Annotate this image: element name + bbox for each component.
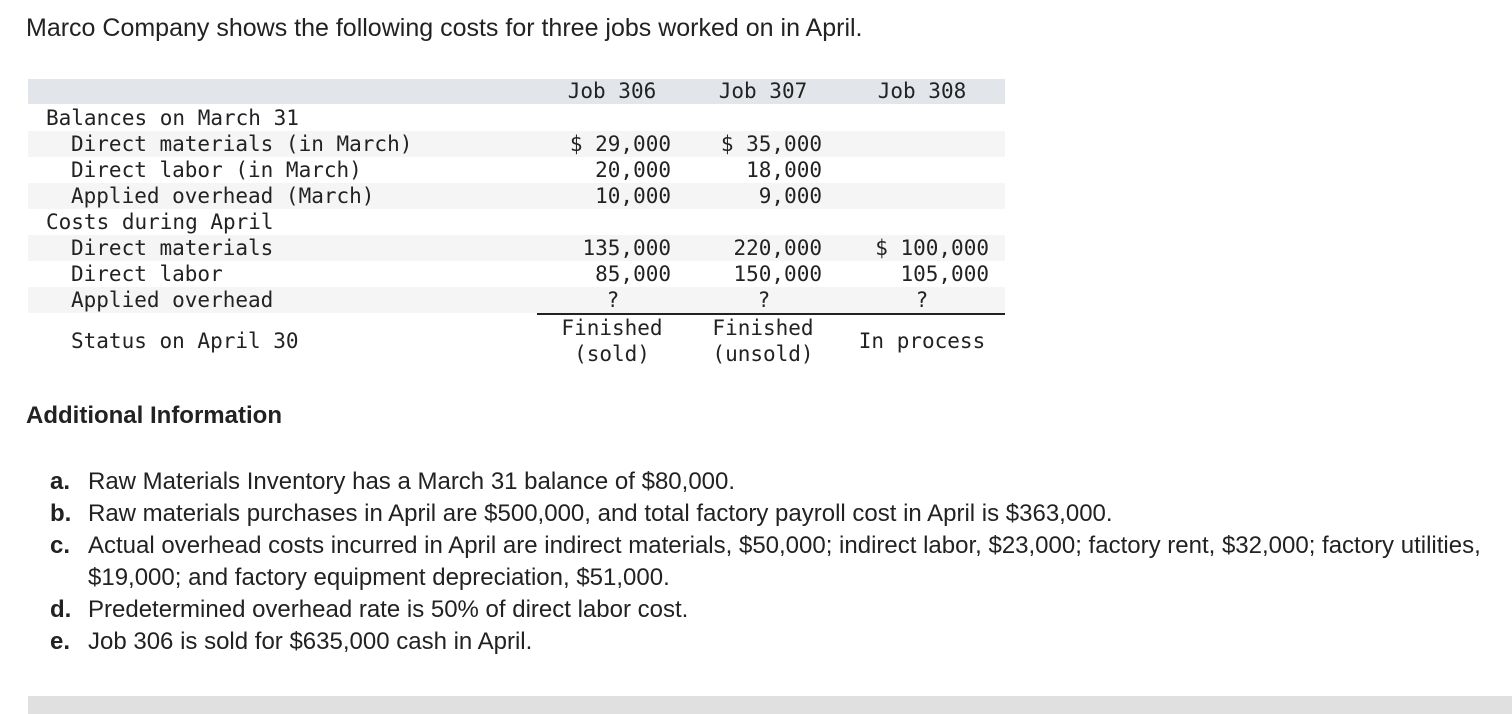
cell-308-dl-april: 105,000 xyxy=(900,262,989,286)
header-job-308: Job 308 xyxy=(877,79,967,103)
item-letter: b. xyxy=(50,500,72,527)
cell-307-dl-march: 18,000 xyxy=(746,158,822,182)
item-text: Actual overhead costs incurred in April are indirect materials, $50,000; indirect labor, $23,000; factory rent, $32,000; factory utilities, $19,000; and factory equipment depreciation, $51,000. xyxy=(88,532,1481,591)
status-label: Status on April 30 xyxy=(71,329,299,353)
item-text: Job 306 is sold for $635,000 cash in April. xyxy=(88,628,533,655)
cell-306-dm-march: $ 29,000 xyxy=(569,132,671,156)
row-label-dm-march: Direct materials (in March) xyxy=(71,132,413,156)
list-item xyxy=(50,498,1490,530)
status-306-line2: (sold) xyxy=(574,342,650,366)
list-item xyxy=(50,466,1490,498)
list-item xyxy=(50,530,1490,594)
costs-heading: Costs during April xyxy=(46,210,274,234)
status-307-line1: Finished xyxy=(712,316,814,340)
cell-307-oh-april: ? xyxy=(757,288,771,312)
list-item xyxy=(50,594,1490,626)
status-308: In process xyxy=(858,329,986,353)
item-text: Raw materials purchases in April are $500,000, and total factory payroll cost in April is $363,000. xyxy=(88,500,1113,527)
cell-308-dm-april: $ 100,000 xyxy=(875,236,989,260)
cell-306-dl-april: 85,000 xyxy=(595,262,671,286)
cell-308-oh-april: ? xyxy=(915,288,929,312)
cell-307-dm-march: $ 35,000 xyxy=(720,132,822,156)
header-job-307: Job 307 xyxy=(718,79,808,103)
item-text: Raw Materials Inventory has a March 31 balance of $80,000. xyxy=(88,468,736,495)
cell-307-dl-april: 150,000 xyxy=(733,262,822,286)
additional-info-heading: Additional Information xyxy=(26,402,282,429)
additional-info-list xyxy=(50,466,1490,658)
table-header-band xyxy=(28,79,1005,104)
cell-307-dm-april: 220,000 xyxy=(733,236,822,260)
row-label-oh-april: Applied overhead xyxy=(71,288,274,312)
cell-306-oh-march: 10,000 xyxy=(595,184,671,208)
list-item xyxy=(50,626,1490,658)
bottom-bar xyxy=(28,696,1512,714)
row-label-dl-april: Direct labor xyxy=(71,262,223,286)
item-text: Predetermined overhead rate is 50% of direct labor cost. xyxy=(88,596,689,623)
status-307-line2: (unsold) xyxy=(712,342,814,366)
header-job-306: Job 306 xyxy=(567,79,657,103)
balances-heading: Balances on March 31 xyxy=(46,106,299,130)
item-letter: d. xyxy=(50,596,72,623)
intro-text: Marco Company shows the following costs for three jobs worked on in April. xyxy=(26,14,863,42)
item-letter: a. xyxy=(50,468,71,495)
item-letter: c. xyxy=(50,532,71,559)
row-label-dl-march: Direct labor (in March) xyxy=(71,158,362,182)
cell-306-dl-march: 20,000 xyxy=(595,158,671,182)
cell-306-oh-april: ? xyxy=(606,288,620,312)
row-label-dm-april: Direct materials xyxy=(71,236,274,260)
row-label-oh-march: Applied overhead (March) xyxy=(71,184,375,208)
item-letter: e. xyxy=(50,628,71,655)
cell-306-dm-april: 135,000 xyxy=(582,236,671,260)
cell-307-oh-march: 9,000 xyxy=(758,184,822,208)
status-306-line1: Finished xyxy=(561,316,663,340)
